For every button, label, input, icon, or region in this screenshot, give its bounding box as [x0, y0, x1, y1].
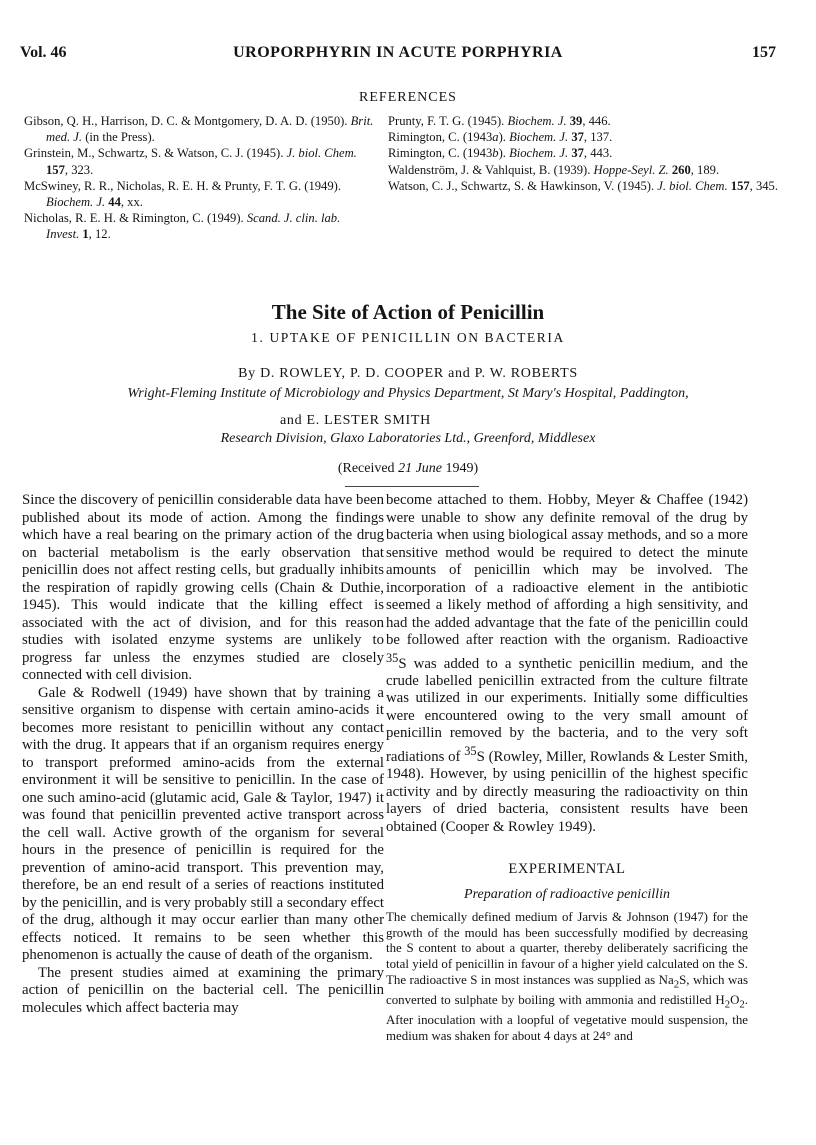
references-right-column — [388, 113, 784, 194]
reference-item: Gibson, Q. H., Harrison, D. C. & Montgomery, D. A. D. (1950). Brit. med. J. (in the Press). — [24, 114, 374, 145]
divider-rule — [345, 486, 479, 487]
subsection-heading: Preparation of radioactive penicillin — [464, 887, 670, 902]
paragraph: Gale & Rodwell (1949) have shown that by training a sensitive organism to dispense with certain amino-acids it becomes more resistant to penicillin without any contact with the drug. It appears that if an organism requires energy to transport preformed amino-acids from the external environment it will be sensitive to penicillin. In the case of one such amino-acid (glutamic acid, Gale & Taylor, 1947) it was found that penicillin prevented active transport across the cell wall. Active growth of the organism for several hours in the presence of penicillin is required for the prevention of amino-acid transport. This prevention may, therefore, be an end result of a series of reactions instituted by the penicillin, and is very probably still a secondary effect of the drug, although it may occur earlier than many other effects noticed. It remains to be seen whether this phenomenon is actually the cause of death of the organism. — [22, 684, 384, 963]
affiliation: Wright-Fleming Institute of Microbiology and Physics Department, St Mary's Hospital, Paddington, — [127, 386, 689, 401]
author-line: By D. ROWLEY, P. D. COOPER and P. W. ROBERTS — [238, 366, 578, 381]
reference-item: Nicholas, R. E. H. & Rimington, C. (1949). Scand. J. clin. lab. Invest. 1, 12. — [24, 211, 341, 242]
paragraph: Since the discovery of penicillin considerable data have been published about its mode of action. Among the findings which have a real bearing on the primary action of the drug on bacterial metabolism is the early observation that penicillin does not affect resting cells, but gradually inhibits the respiration of rapidly growing cells (Chain & Duthie, 1945). This would indicate that the killing effect is associated with the act of division, and for this reason studies with isolated enzyme systems are unlikely to progress far unless the enzymes studied are closely connected with cell division. — [22, 492, 384, 683]
paragraph: become attached to them. Hobby, Meyer & Chaffee (1942) were unable to show any definite removal of the drug by bacteria when using biological assay methods, and so a more sensitive method would be required to detect the minute amounts of penicillin which may be involved. The incorporation of a radioactive element in the antibiotic seemed a likely method of affording a high sensitivity, and had the added advantage that the fate of the penicillin could be followed after reaction with the organism. Radioactive $^{35}$S was added to a synthetic penicillin medium, and the crude labelled penicillin extracted from the culture filtrate was utilized in our experiments. Initially some difficulties were encountered owing to the very small amount of penicillin removed by the bacteria, and to the very soft radiations of $^{35}$S (Rowley, Miller, Rowlands & Lester Smith, 1948). However, by using penicillin of the highest specific activity and by directly measuring the radioactivity on thin layers of dried bacteria, consistent results have been obtained (Cooper & Rowley 1949). — [386, 492, 748, 835]
reference-item: McSwiney, R. R., Nicholas, R. E. H. & Prunty, F. T. G. (1949). Biochem. J. 44, xx. — [24, 178, 341, 210]
reference-item: Grinstein, M., Schwartz, S. & Watson, C. J. (1945). J. biol. Chem. 157, 323. — [24, 146, 357, 177]
reference-item: Waldenström, J. & Vahlquist, B. (1939). Hoppe-Seyl. Z. 260, 189. — [388, 162, 720, 177]
received-date: (Received 21 June 1949) — [337, 461, 479, 476]
reference-item: Rimington, C. (1943b). Biochem. J. 37, 443. — [388, 146, 613, 161]
affiliation-2: Research Division, Glaxo Laboratories Ltd., Greenford, Middlesex — [220, 431, 596, 446]
author-line-2: and E. LESTER SMITH — [280, 413, 431, 428]
references-heading: REFERENCES — [359, 90, 457, 105]
page-number: 157 — [752, 44, 776, 61]
references-left-column — [24, 113, 376, 243]
volume-number: Vol. 46 — [20, 44, 67, 61]
article-subtitle: 1. UPTAKE OF PENICILLIN ON BACTERIA — [251, 330, 565, 345]
section-heading: EXPERIMENTAL — [508, 861, 626, 877]
reference-item: Watson, C. J., Schwartz, S. & Hawkinson, V. (1945). J. biol. Chem. 157, 345. — [388, 178, 778, 193]
paragraph: The present studies aimed at examining the primary action of penicillin on the bacterial cell. The penicillin molecules which affect bacteria may — [22, 964, 384, 1016]
running-header — [20, 44, 776, 68]
reference-item: Rimington, C. (1943a). Biochem. J. 37, 137. — [388, 130, 613, 145]
paragraph: The chemically defined medium of Jarvis & Johnson (1947) for the growth of the mould has been successfully modified by decreasing the S content to about a quarter, thereby deliberately sacrificing the total yield of penicillin in favour of a higher yield calculated on the S. The radioactive S in most instances was supplied as $Na_2S$, which was converted to sulphate by boiling with ammonia and redistilled $H_2O_2$. After inoculation with a loopful of vegetative mould suspension, the medium was shaken for about 4 days at 24° and — [386, 910, 748, 1044]
article-title: The Site of Action of Penicillin — [271, 300, 545, 324]
body-column-left — [22, 492, 384, 1017]
running-title: UROPORPHYRIN IN ACUTE PORPHYRIA — [233, 44, 563, 61]
reference-item: Prunty, F. T. G. (1945). Biochem. J. 39, 446. — [388, 114, 611, 128]
experimental-text — [386, 910, 748, 1045]
body-column-right — [386, 492, 748, 836]
